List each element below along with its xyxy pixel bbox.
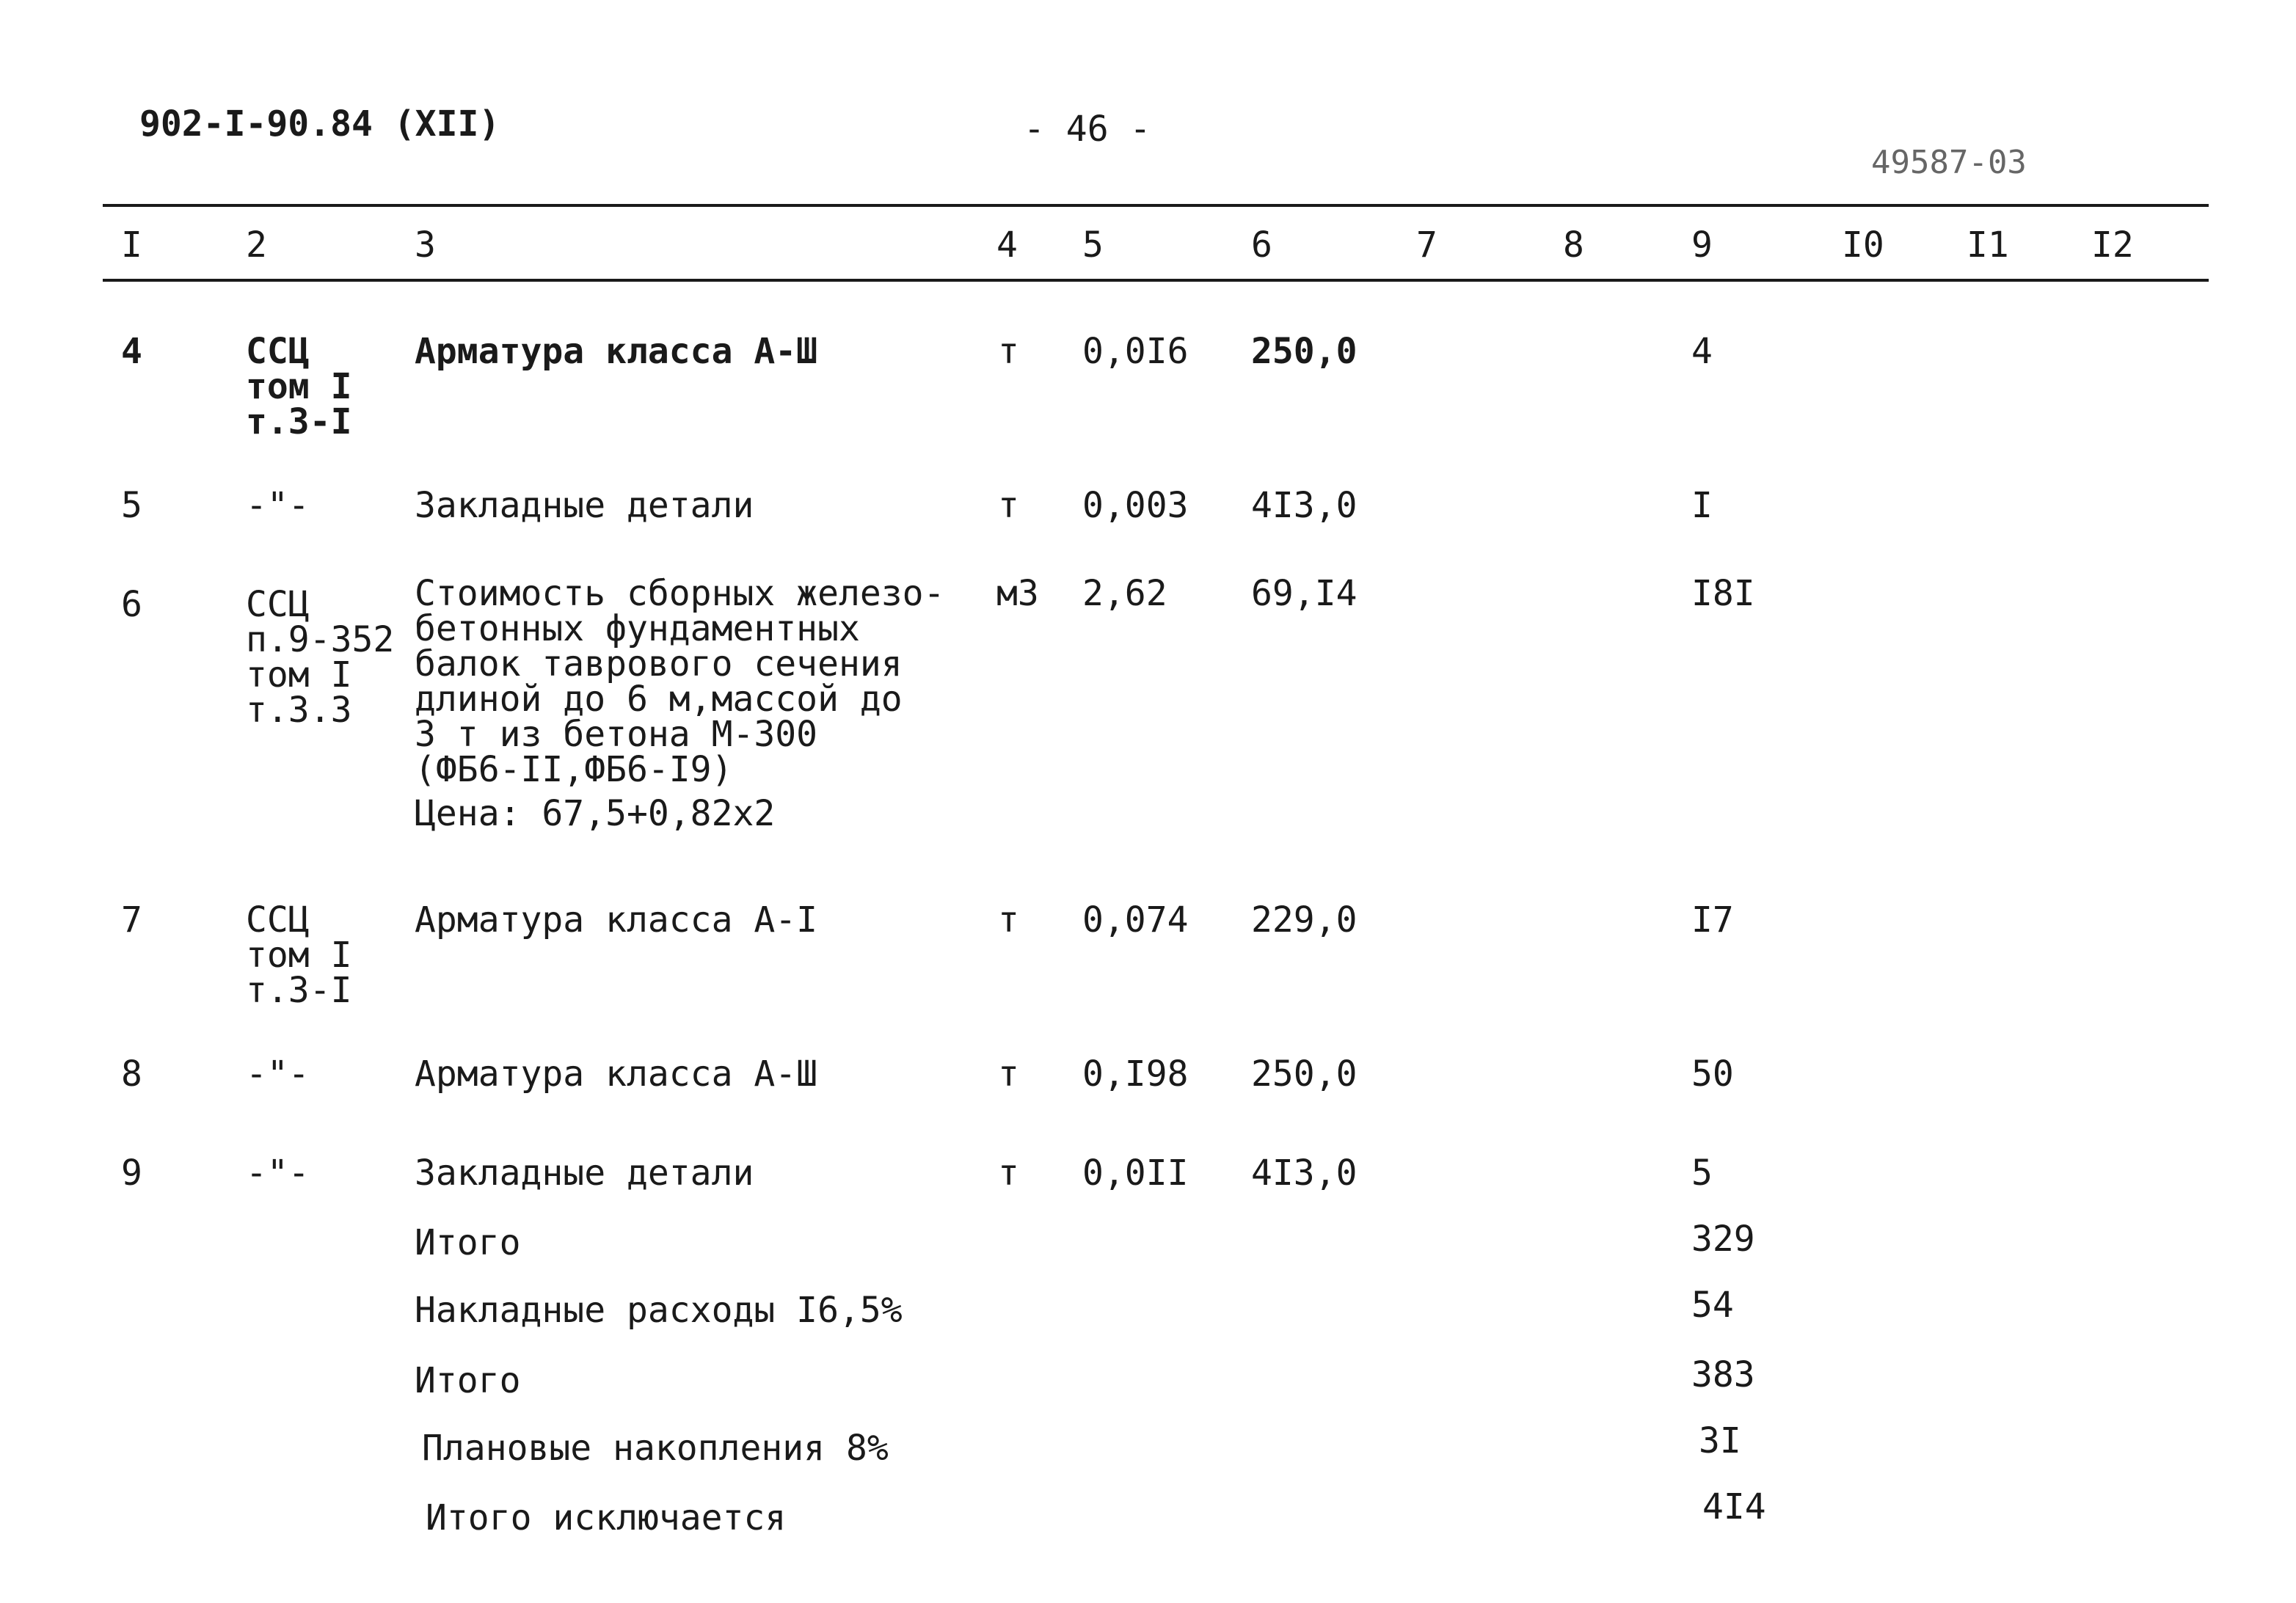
page-number: - 46 - <box>1024 109 1151 150</box>
row-price: 250,0 <box>1251 1054 1357 1095</box>
table-header-rule <box>103 279 2209 282</box>
row-source: -"- <box>246 485 310 526</box>
row-price: 229,0 <box>1251 899 1357 941</box>
row-qty: 0,074 <box>1082 899 1189 941</box>
row-qty: 0,I98 <box>1082 1054 1189 1095</box>
column-header: 9 <box>1691 224 1713 266</box>
summary-label: Итого <box>415 1222 521 1263</box>
row-number: 7 <box>121 899 142 941</box>
row-unit: т <box>998 899 1019 941</box>
row-qty: 0,003 <box>1082 485 1189 526</box>
row-qty: 0,0I6 <box>1082 331 1189 372</box>
row-unit: т <box>998 485 1019 526</box>
column-header: 5 <box>1082 224 1104 266</box>
row-name: Арматура класса А-Ш <box>415 1054 818 1095</box>
row-price: 4I3,0 <box>1251 485 1357 526</box>
row-price: 69,I4 <box>1251 573 1357 614</box>
summary-value: 329 <box>1691 1219 1755 1260</box>
row-source: ССЦ том I т.3-I <box>246 899 352 1011</box>
row-total: 5 <box>1691 1153 1713 1194</box>
row-source: -"- <box>246 1153 310 1194</box>
row-number: 4 <box>121 331 142 372</box>
column-header: 3 <box>415 224 436 266</box>
summary-label: Итого исключается <box>426 1497 787 1538</box>
column-header: I <box>121 224 142 266</box>
row-price: 250,0 <box>1251 331 1357 372</box>
row-number: 9 <box>121 1153 142 1194</box>
row-unit: т <box>998 1054 1019 1095</box>
column-header: I1 <box>1967 224 2009 266</box>
summary-value: 54 <box>1691 1285 1734 1326</box>
column-header: 4 <box>996 224 1018 266</box>
row-source: ССЦ п.9-352 том I т.3.3 <box>246 584 395 731</box>
row-price-note: Цена: 67,5+0,82х2 <box>415 793 776 834</box>
row-source: -"- <box>246 1054 310 1095</box>
row-price: 4I3,0 <box>1251 1153 1357 1194</box>
row-number: 5 <box>121 485 142 526</box>
row-number: 6 <box>121 584 142 625</box>
row-name: Закладные детали <box>415 485 754 526</box>
summary-label: Итого <box>415 1360 521 1401</box>
row-name: Арматура класса А-I <box>415 899 818 941</box>
summary-label: Накладные расходы I6,5% <box>415 1290 903 1331</box>
row-qty: 2,62 <box>1082 573 1167 614</box>
row-unit: т <box>998 331 1019 372</box>
row-qty: 0,0II <box>1082 1153 1189 1194</box>
column-header: I0 <box>1842 224 1884 266</box>
row-unit: т <box>998 1153 1019 1194</box>
column-header: 7 <box>1416 224 1437 266</box>
row-number: 8 <box>121 1054 142 1095</box>
summary-value: 4I4 <box>1702 1486 1766 1527</box>
column-header: 6 <box>1251 224 1272 266</box>
row-total: I <box>1691 485 1713 526</box>
column-header: I2 <box>2091 224 2134 266</box>
row-total: I8I <box>1691 573 1755 614</box>
row-name: Арматура класса А-Ш <box>415 331 818 372</box>
row-total: I7 <box>1691 899 1734 941</box>
row-name: Закладные детали <box>415 1153 754 1194</box>
summary-label: Плановые накопления 8% <box>422 1428 889 1469</box>
row-unit: м3 <box>996 573 1039 614</box>
column-header: 2 <box>246 224 267 266</box>
document-code: 902-I-90.84 (XII) <box>139 103 500 145</box>
row-total: 4 <box>1691 331 1713 372</box>
row-total: 50 <box>1691 1054 1734 1095</box>
column-header: 8 <box>1563 224 1584 266</box>
summary-value: 383 <box>1691 1354 1755 1395</box>
summary-value: 3I <box>1699 1420 1741 1461</box>
row-name: Стоимость сборных железо- бетонных фундаментных балок таврового сечения длиной до 6 м,массой до 3 т из бетона М-300 (ФБ6-II,ФБ6-I9) <box>415 573 945 790</box>
row-source: ССЦ том I т.3-I <box>246 331 352 442</box>
table-top-rule <box>103 204 2209 207</box>
archive-number: 49587-03 <box>1871 144 2027 181</box>
